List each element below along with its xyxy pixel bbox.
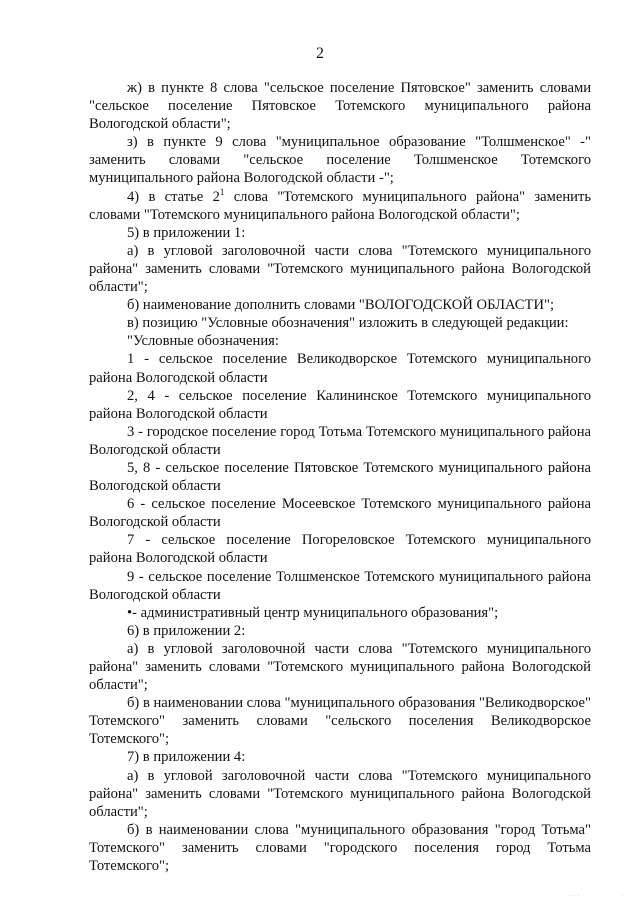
paragraph-appendix-1-b: б) наименование дополнить словами "ВОЛОГОДСКОЙ ОБЛАСТИ";	[127, 297, 554, 314]
legend-heading: "Условные обозначения:	[127, 333, 279, 350]
paragraph-appendix-1-a: а) в угловой заголовочной части слова "Тотемского муниципального района" заменить словами "Тотемского муниципального района Вологодской области";	[89, 242, 591, 296]
legend-item: 9 - сельское поселение Толшменское Тотемского муниципального района Вологодской области	[89, 568, 591, 603]
legend-item: 7 - сельское поселение Погореловское Тотемского муниципального района Вологодской области	[89, 532, 591, 567]
page-number: 2	[316, 45, 324, 62]
legend-item-center: •- административный центр муниципального образования";	[127, 604, 499, 621]
document-body	[89, 79, 591, 875]
paragraph-appendix-4-b: б) в наименовании слова "муниципального образования "город Тотьма" Тотемского" заменить словами "городского поселения город Тотьма Тотемского";	[89, 821, 591, 875]
legend-item: 2, 4 - сельское поселение Калининское Тотемского муниципального района Вологодской области	[89, 387, 591, 422]
paragraph-appendix-2-a: а) в угловой заголовочной части слова "Тотемского муниципального района" заменить словами "Тотемского муниципального района Вологодской области";	[89, 640, 591, 694]
legend-item: 1 - сельское поселение Великодворское Тотемского муниципального района Вологодской области	[89, 351, 591, 386]
paragraph-appendix-2: 6) в приложении 2:	[127, 622, 246, 639]
legend-item: 6 - сельское поселение Мосеевское Тотемского муниципального района Вологодской области	[89, 496, 591, 531]
paragraph-appendix-4: 7) в приложении 4:	[127, 749, 246, 766]
article-superscript: 1	[219, 186, 225, 197]
paragraph-appendix-1: 5) в приложении 1:	[127, 224, 246, 241]
paragraph-zh: ж) в пункте 8 слова "сельское поселение Пятовское" заменить словами "сельское поселение Пятовское Тотемского муниципального района Вологодской области";	[89, 80, 591, 133]
legend-item: 3 - городское поселение город Тотьма Тотемского муниципального района Вологодской области	[89, 423, 591, 458]
paragraph-article-2-1	[89, 188, 591, 224]
paragraph-z: з) в пункте 9 слова "муниципальное образование "Толшменское" -" заменить словами "сельское поселение Толшменское Тотемского муниципального района Вологодской области -";	[89, 134, 591, 187]
scan-mark: ·	[622, 893, 624, 900]
paragraph-appendix-2-b: б) в наименовании слова "муниципального образования "Великодворское" Тотемского" заменить словами "сельского поселения Великодворское Тотемского";	[89, 695, 591, 748]
paragraph-appendix-4-a: а) в угловой заголовочной части слова "Тотемского муниципального района" заменить словами "Тотемского муниципального района Вологодской области";	[89, 767, 591, 820]
legend-item: 5, 8 - сельское поселение Пятовское Тотемского муниципального района Вологодской области	[89, 459, 591, 495]
article-text-after: слова "Тотемского муниципального района" заменить словами "Тотемского муниципального района Вологодской области";	[89, 188, 592, 223]
scan-mark: · · ·	[570, 893, 580, 900]
paragraph-appendix-1-v: в) позицию "Условные обозначения" изложить в следующей редакции:	[127, 315, 569, 332]
article-text-before: 4) в статье 2	[127, 188, 220, 205]
